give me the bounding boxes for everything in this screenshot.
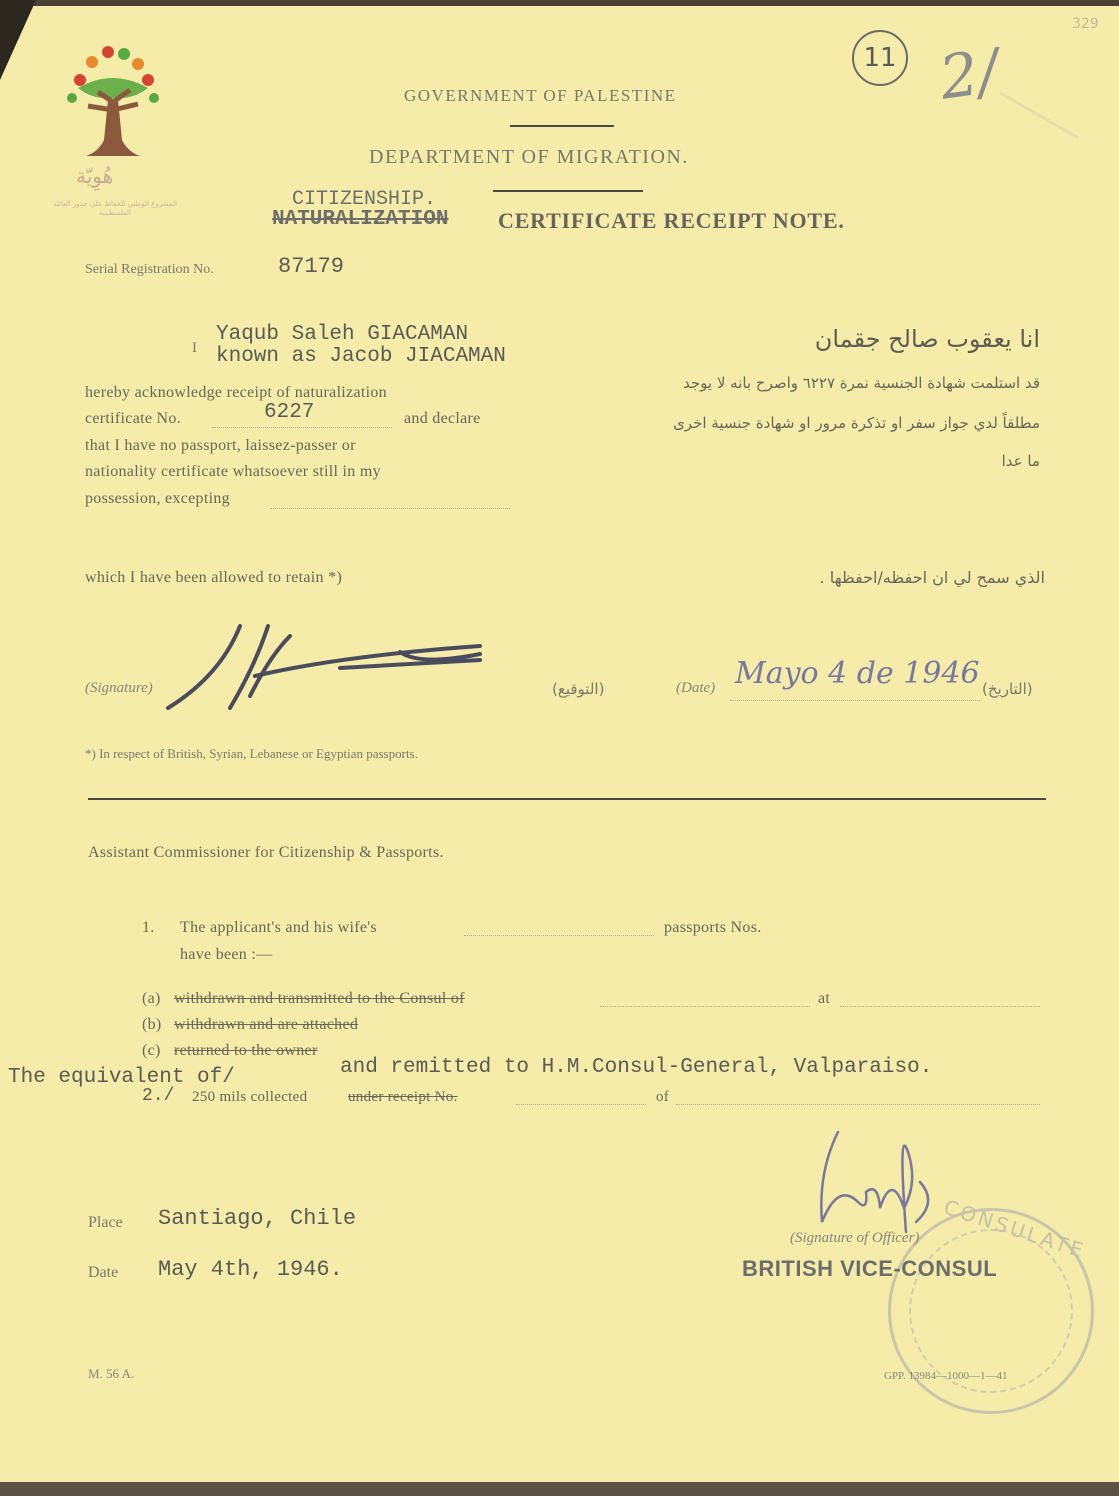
option-b-label: (b): [142, 1016, 162, 1033]
option-a-at: at: [818, 990, 831, 1007]
declaration-line5: possession, excepting: [85, 490, 230, 507]
printer-code: GPP. 13984—1000—1—41: [884, 1370, 1008, 1382]
date-value: May 4th, 1946.: [158, 1257, 343, 1282]
section-divider: [88, 798, 1046, 800]
declaration-line2-end: and declare: [404, 410, 481, 427]
arabic-declaration-line2: مطلقاً لدي جواز سفر او تذكرة مرور او شهادة جنسية اخرى: [673, 414, 1040, 432]
footnote: *) In respect of British, Syrian, Lebanese or Egyptian passports.: [85, 746, 418, 761]
logo-arabic-name: هُوِيّة: [76, 164, 114, 188]
scan-corner-shadow: [0, 0, 36, 80]
addressee: Assistant Commissioner for Citizenship & Passports.: [88, 844, 444, 861]
item2-dots: [516, 1104, 646, 1105]
header-rule-2: [493, 190, 643, 192]
applicant-arabic-name: انا يعقوب صالح جقمان: [814, 325, 1040, 353]
form-code: M. 56 A.: [88, 1366, 135, 1381]
arabic-declaration-line3: ما عدا: [1001, 452, 1040, 470]
applicant-prefix: I: [192, 340, 197, 356]
item1-line2: have been :—: [180, 946, 273, 963]
signature-label: (Signature): [85, 680, 153, 696]
officer-signature-label: (Signature of Officer): [790, 1230, 920, 1246]
excepting-dots: [270, 508, 510, 509]
date-label: (Date): [676, 680, 716, 696]
typed-remitted: and remitted to H.M.Cons⁠ul-General, Valparaiso.: [340, 1056, 933, 1079]
arabic-date-label: (التاريخ): [982, 680, 1033, 698]
serial-value: 87179: [278, 254, 345, 279]
declaration-line2-label: certificate No.: [85, 410, 181, 427]
date-dots: [730, 700, 980, 701]
option-a-label: (a): [142, 990, 161, 1007]
date-label-bottom: Date: [88, 1264, 119, 1281]
certificate-title: CERTIFICATE RECEIPT NOTE.: [498, 208, 845, 233]
handwritten-date: Mayo 4 de 1946: [735, 656, 980, 691]
option-a-at-dots: [840, 1006, 1040, 1007]
arabic-declaration-line1: قد استلمت شهادة الجنسية نمرة ٦٢٢٧ واصرح بانه لا يوجد: [683, 374, 1040, 392]
option-a-dots: [600, 1006, 810, 1007]
declaration-line4: nationality certificate whatsoever still in my: [85, 463, 381, 480]
archive-logo: [53, 40, 177, 230]
tree-logo-icon: [58, 40, 168, 170]
item2-number: 2./: [142, 1086, 175, 1106]
typed-equivalent: The equivalent of/: [8, 1066, 235, 1089]
declaration-line3: that I have no passport, laissez-passer or: [85, 437, 356, 454]
place-value: Santiago, Chile: [158, 1206, 357, 1231]
item1-end: passports Nos.: [664, 919, 762, 936]
applicant-name-line1: Yaqub Saleh GIACAMAN: [216, 323, 469, 346]
logo-caption: المشروع الوطني للحفاظ على جذور العائلة الفلسطينية: [53, 200, 177, 217]
item1-number: 1.: [142, 919, 155, 936]
header-rule-1: [510, 125, 614, 127]
circled-page-number: [852, 30, 908, 86]
option-c-text: returned to the owner: [174, 1042, 318, 1059]
applicant-name-line2: known as Jacob JIACAMAN: [216, 345, 506, 368]
circled-number-text: 11: [863, 43, 897, 73]
item1-dots: [464, 935, 654, 936]
item1-text: The applicant's and his wife's: [180, 919, 377, 936]
item2-of-dots: [676, 1104, 1040, 1105]
seal-inner-ring: [909, 1229, 1073, 1393]
citizenship-overtype: CITIZENSHIP.: [292, 188, 437, 211]
place-label: Place: [88, 1214, 123, 1231]
faint-number: 329: [1072, 16, 1099, 32]
retain-arabic: الذي سمح لي ان احفظه/احفظها .: [819, 568, 1045, 587]
department-heading: DEPARTMENT OF MIGRATION.: [369, 146, 689, 168]
vice-consul-stamp: BRITISH VICE-CONSUL: [742, 1256, 998, 1281]
government-heading: GOVERNMENT OF PALESTINE: [404, 86, 677, 105]
declaration-line1: hereby acknowledge receipt of naturalization: [85, 384, 387, 401]
officer-signature: [808, 1112, 948, 1242]
item2-of: of: [656, 1089, 670, 1105]
seal-text: CONSULATE: [940, 1194, 1089, 1264]
certificate-number: 6227: [264, 401, 315, 424]
certificate-number-dots: [212, 427, 392, 428]
item2-struck: under receipt No.: [348, 1089, 458, 1105]
option-c-label: (c): [142, 1042, 161, 1059]
serial-label: Serial Registration No.: [85, 262, 214, 277]
struck-naturalization: NATURALIZATION: [272, 208, 449, 231]
item2-text: 250 mils collected: [192, 1089, 308, 1105]
pencil-mark: 2/: [935, 36, 1003, 114]
option-b-text: withdrawn and are attached: [174, 1016, 359, 1033]
retain-english: which I have been allowed to retain *): [85, 569, 343, 586]
applicant-signature: [160, 616, 500, 716]
arabic-signature-label: (التوقيع): [552, 680, 605, 698]
option-a-text: withdrawn and transmitted to the Consul of: [174, 990, 465, 1007]
scan-edge-top: [0, 0, 1119, 6]
scan-edge-bottom: [0, 1482, 1119, 1496]
